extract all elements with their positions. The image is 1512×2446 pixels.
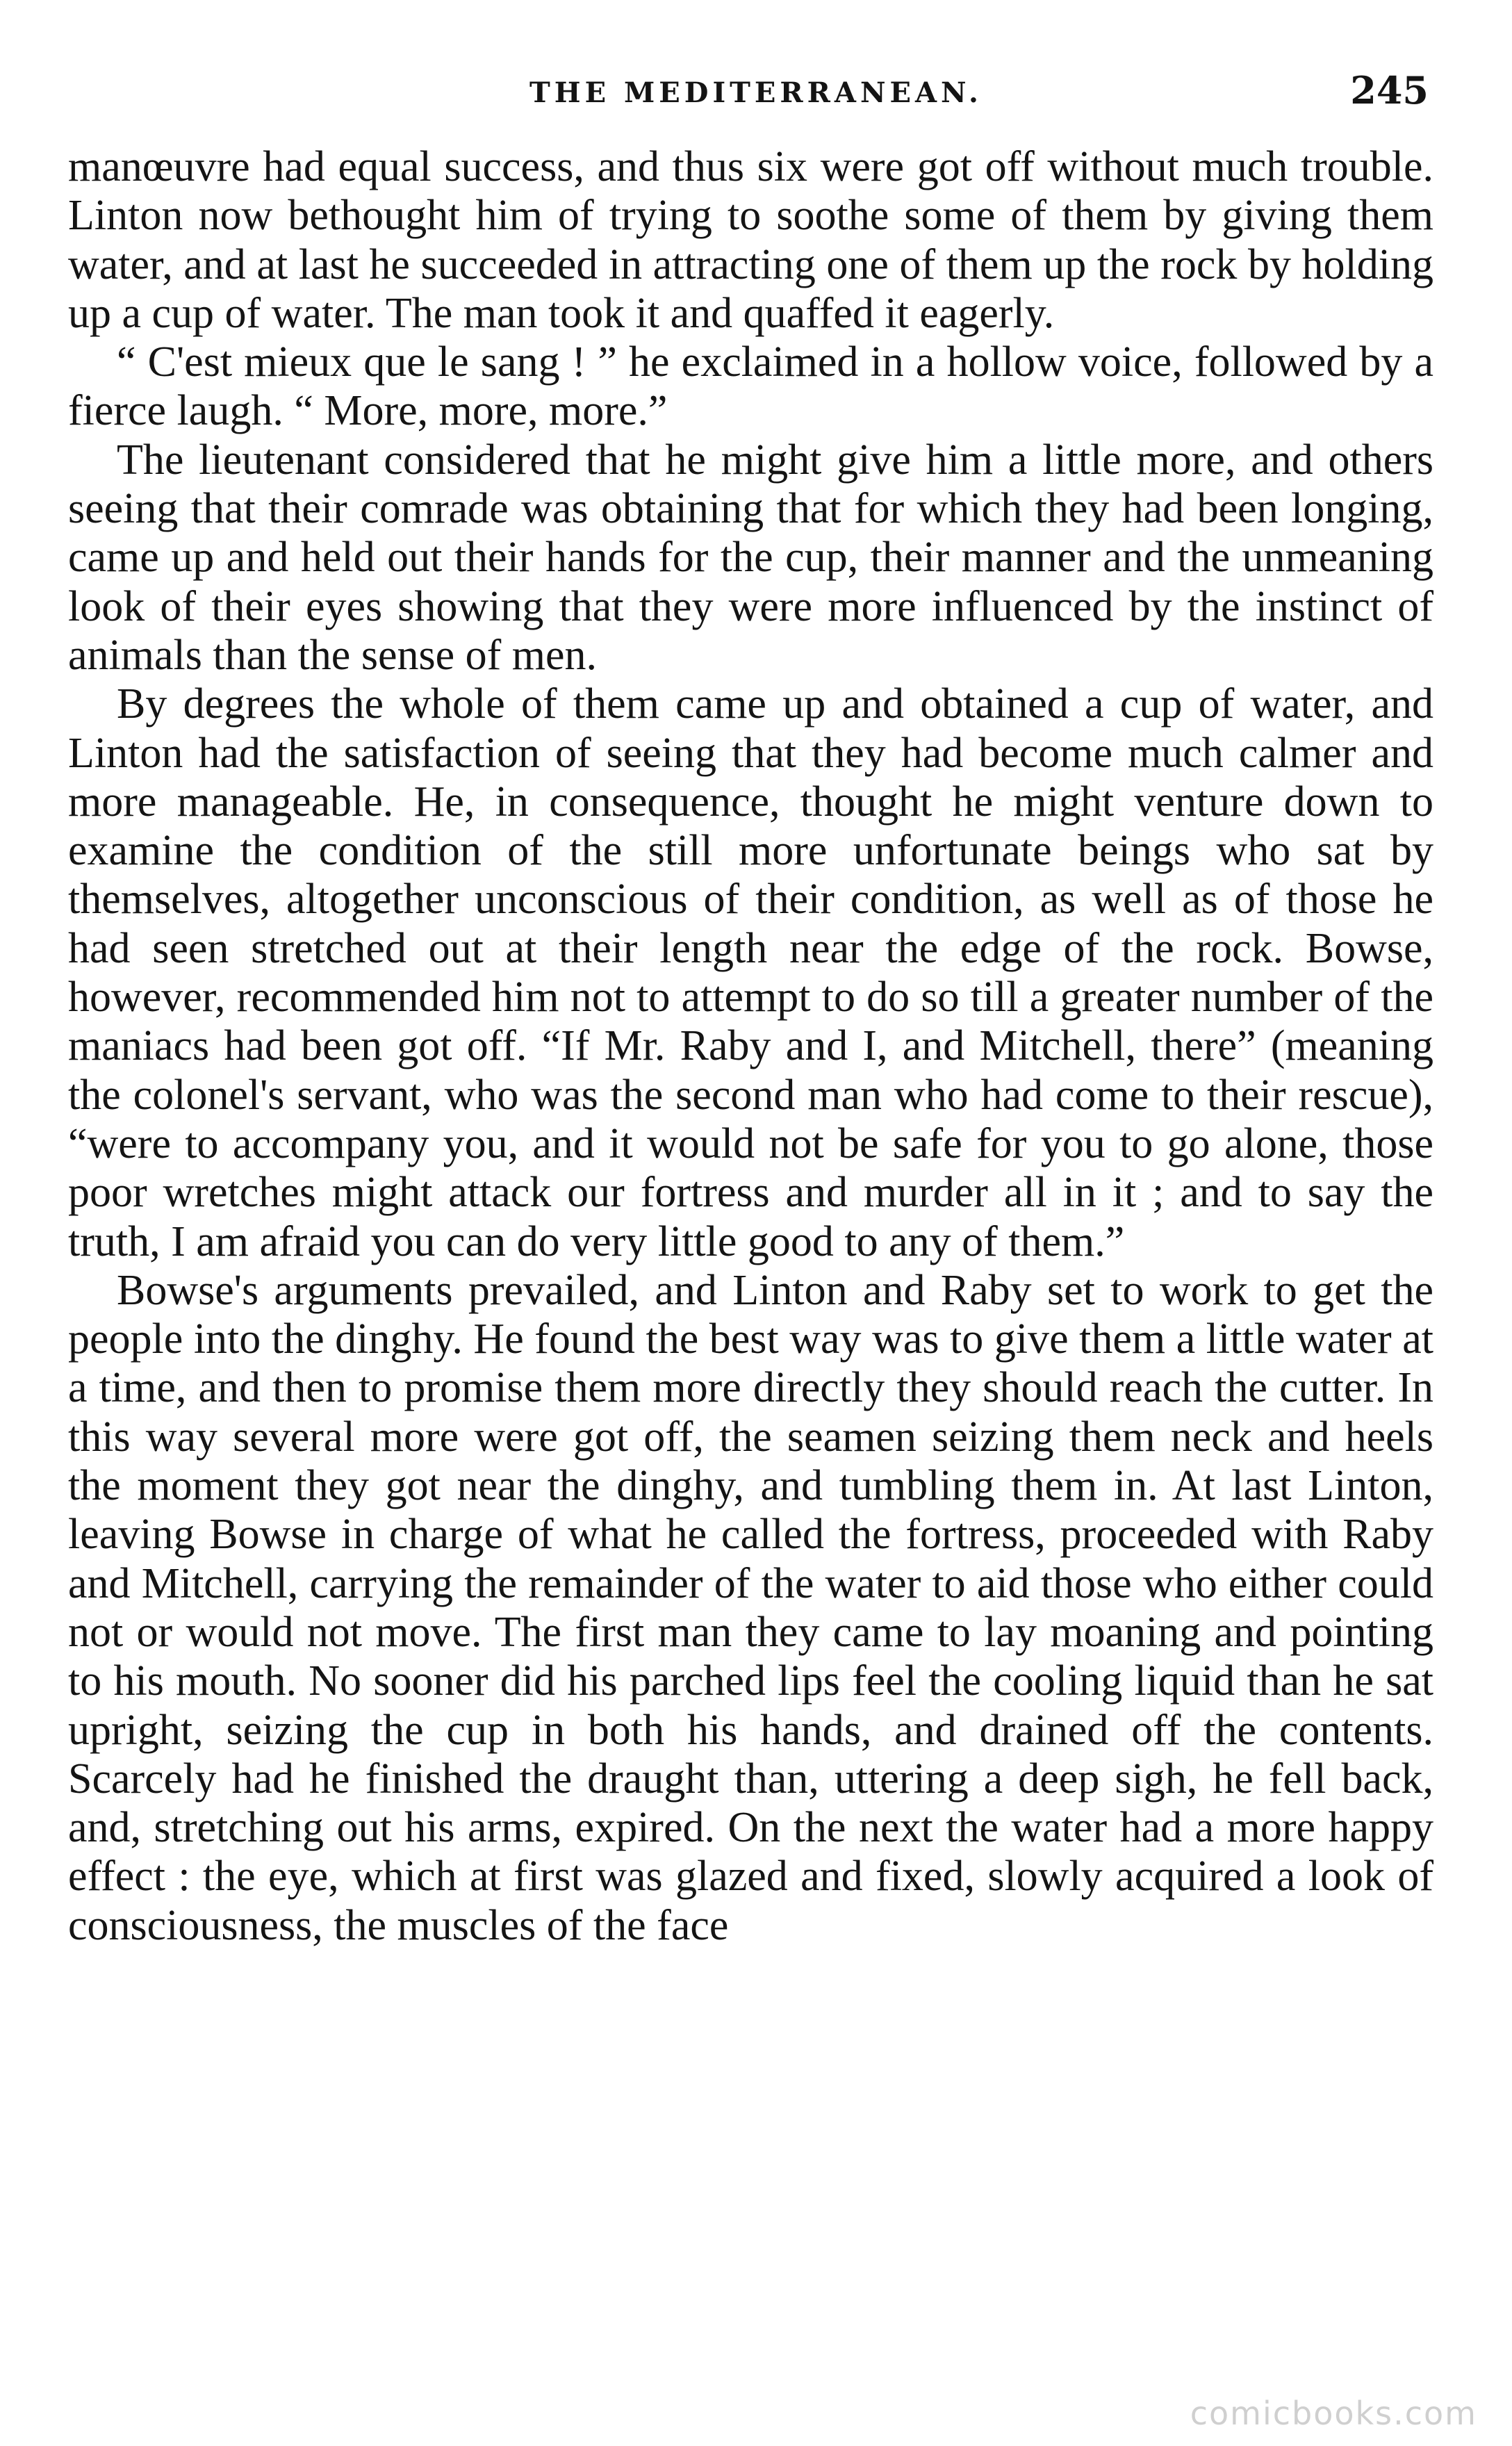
running-header (69, 68, 1443, 124)
page-number: 245 (1350, 68, 1429, 113)
paragraph: The lieutenant considered that he might give him a little more, and others seeing that their comrade was obtaining that for which they had been longing, came up and held out their hands for the cup, their manner and the unmeaning look of their eyes showing that they were more influenced by the instinct of animals than the sense of men. (68, 436, 1433, 679)
watermark: comicbooks.com (1190, 2395, 1477, 2432)
paragraph: “ C'est mieux que le sang ! ” he exclaimed in a hollow voice, followed by a fierce laugh. “ More, more, more.” (68, 338, 1433, 435)
paragraph: By degrees the whole of them came up and obtained a cup of water, and Linton had the satisfaction of seeing that they had become much calmer and more manageable. He, in consequence, thought he might venture down to examine the condition of the still more unfortunate beings who sat by themselves, altogether unconscious of their condition, as well as of those he had seen stretched out at their length near the edge of the rock. Bowse, however, recommended him not to attempt to do so till a greater number of the maniacs had been got off. “If Mr. Raby and I, and Mitchell, there” (meaning the colonel's servant, who was the second man who had come to their rescue), “were to accompany you, and it would not be safe for you to go alone, those poor wretches might attack our fortress and murder all in it ; and to say the truth, I am afraid you can do very little good to any of them.” (68, 680, 1433, 1265)
paragraph: manœuvre had equal success, and thus six were got off without much trouble. Linton now bethought him of trying to soothe some of them by giving them water, and at last he succeeded in attracting one of them up the rock by holding up a cup of water. The man took it and quaffed it eagerly. (68, 143, 1433, 337)
body-text (68, 142, 1433, 1950)
running-title: THE MEDITERRANEAN. (529, 76, 983, 109)
paragraph: Bowse's arguments prevailed, and Linton and Raby set to work to get the people into the dinghy. He found the best way was to give them a little water at a time, and then to promise them more directly they should reach the cutter. In this way several more were got off, the seamen seizing them neck and heels the moment they got near the dinghy, and tumbling them in. At last Linton, leaving Bowse in charge of what he called the fortress, proceeded with Raby and Mitchell, carrying the remainder of the water to aid those who either could not or would not move. The first man they came to lay moaning and pointing to his mouth. No sooner did his parched lips feel the cooling liquid than he sat upright, seizing the cup in both his hands, and drained off the contents. Scarcely had he finished the draught than, uttering a deep sigh, he fell back, and, stretching out his arms, expired. On the next the water had a more happy effect : the eye, which at first was glazed and fixed, slowly acquired a look of consciousness, the muscles of the face (68, 1266, 1433, 1949)
